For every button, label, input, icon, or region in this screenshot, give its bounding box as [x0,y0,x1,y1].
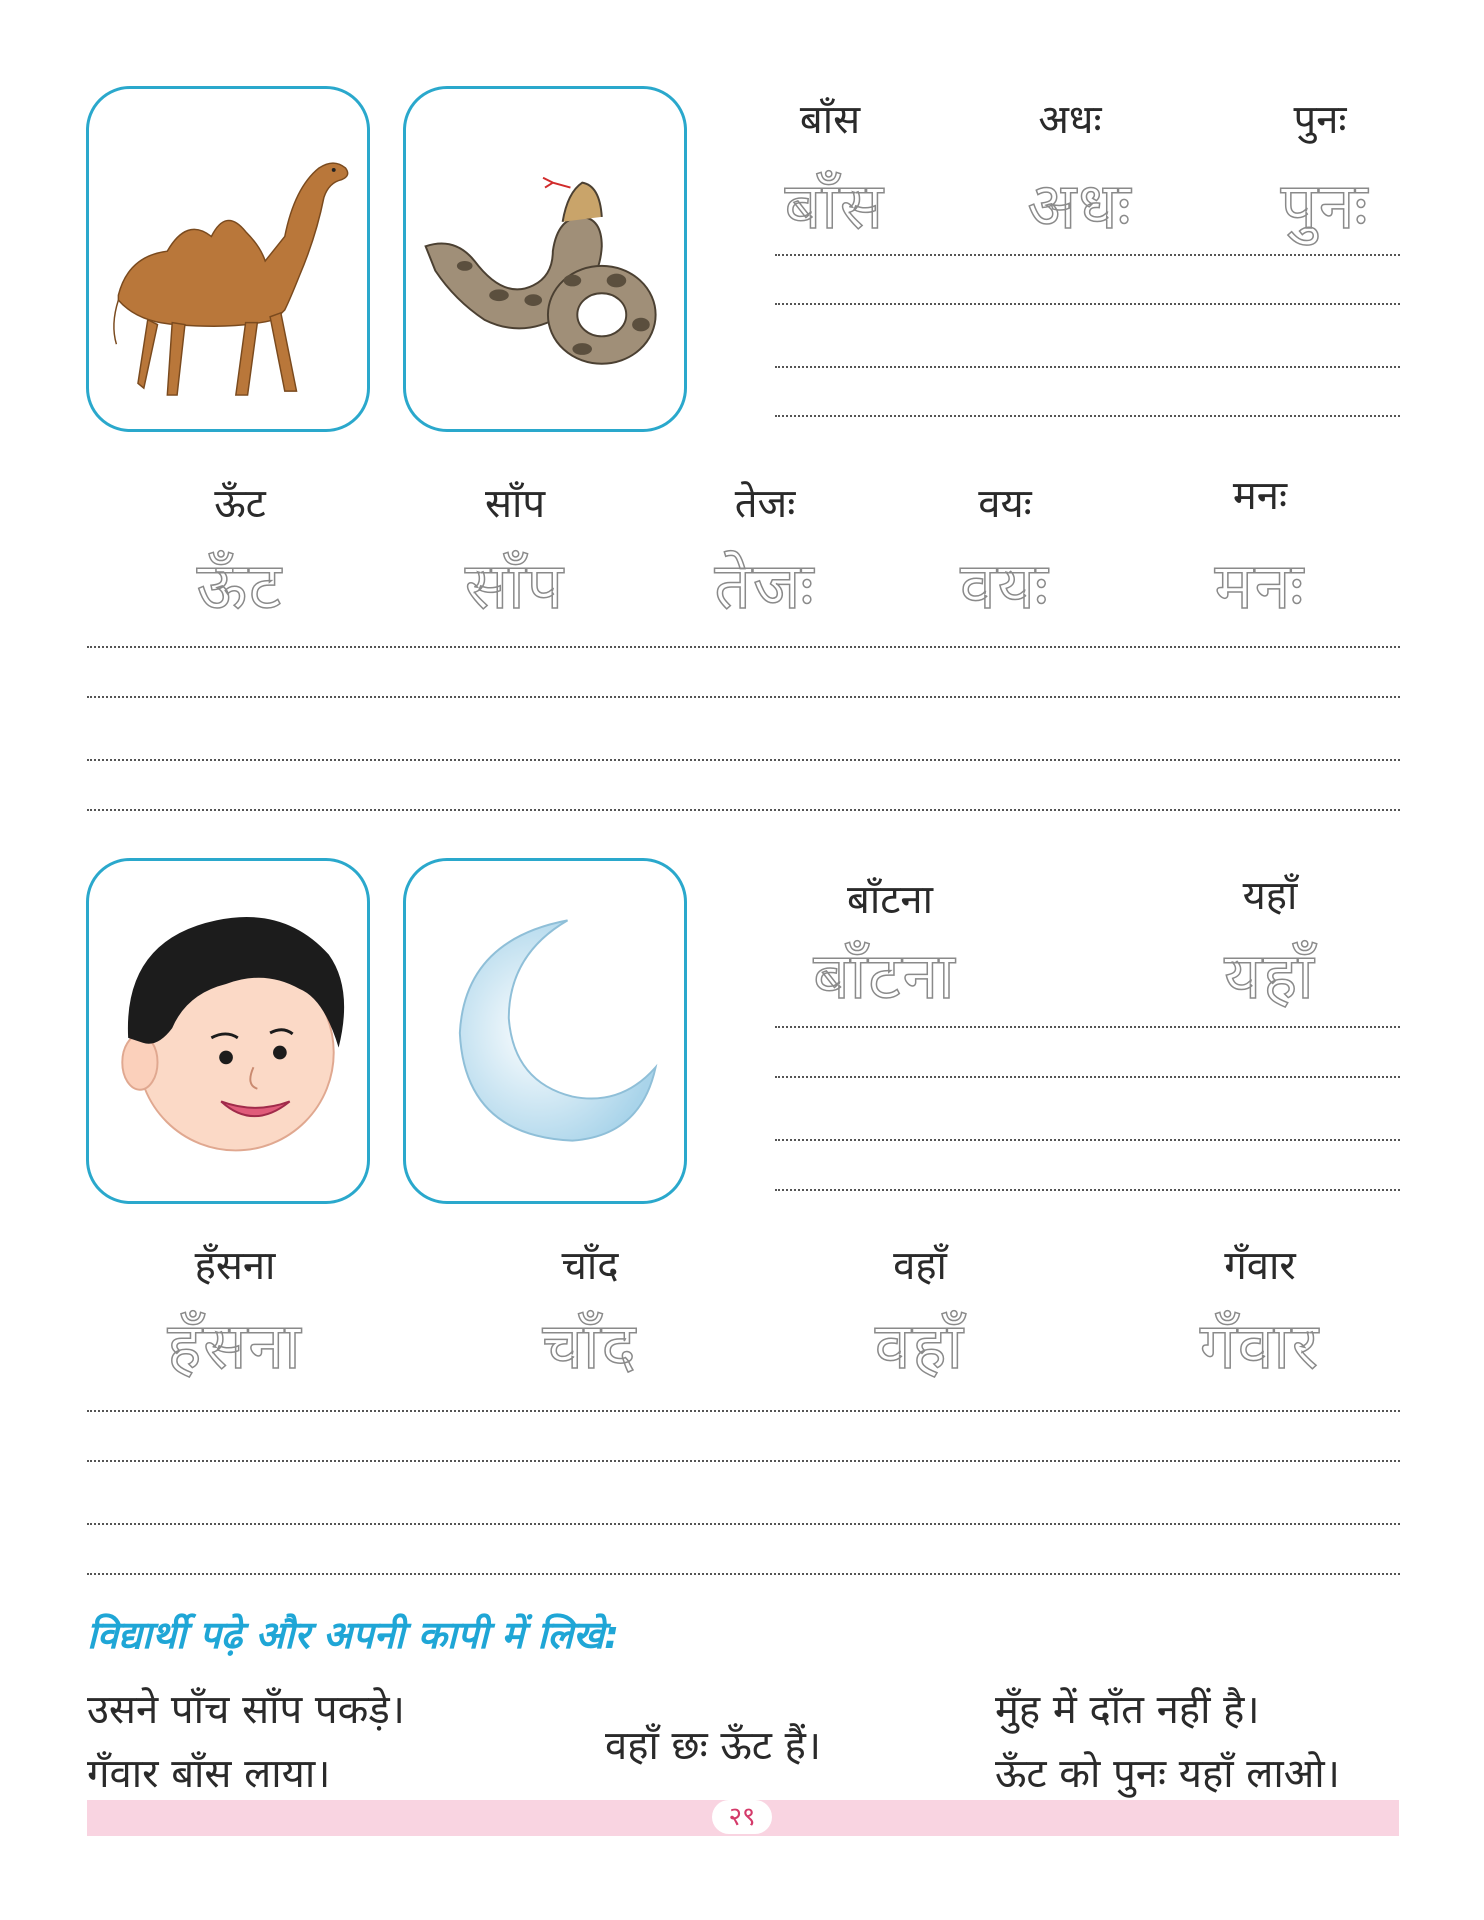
reading-heading: विद्यार्थी पढ़े और अपनी कापी में लिखे: [87,1613,620,1657]
sentence-right-2: ऊँट को पुनः यहाँ लाओ। [995,1751,1340,1797]
word-manah: मनः [1232,473,1288,519]
word-saanp: साँप [484,481,546,527]
crescent-moon-icon [406,861,684,1201]
word-punah: पुनः [1293,97,1347,143]
trace-vahaan: वहाँ [874,1310,966,1384]
trace-yahaan: यहाँ [1224,940,1316,1014]
word-chaand: चाँद [561,1243,619,1289]
writing-line[interactable] [775,303,1400,305]
writing-line[interactable] [87,1523,1400,1525]
trace-vayah: वयः [960,550,1050,624]
snake-icon [406,89,684,429]
writing-line[interactable] [775,366,1400,368]
word-ganvaar: गँवार [1224,1243,1296,1289]
writing-line[interactable] [87,1573,1400,1575]
trace-punah: पुनः [1280,170,1370,244]
trace-ganvaar: गँवार [1199,1310,1321,1384]
word-hansna: हँसना [194,1243,276,1289]
trace-bans: बाँस [784,170,886,244]
trace-tejah: तेजः [714,550,816,624]
writing-line[interactable] [775,1076,1400,1078]
sentence-right-1: मुँह में दाँत नहीं है। [995,1687,1260,1733]
trace-adhah: अधः [1027,170,1133,244]
word-oont: ऊँट [214,481,266,527]
word-baantna: बाँटना [847,877,933,923]
writing-line[interactable] [775,1026,1400,1028]
face-card [86,858,370,1204]
writing-line[interactable] [87,1460,1400,1462]
writing-line[interactable] [775,1139,1400,1141]
writing-line[interactable] [775,415,1400,417]
camel-icon [89,89,367,429]
writing-line[interactable] [87,646,1400,648]
writing-line[interactable] [775,1189,1400,1191]
trace-hansna: हँसना [167,1310,303,1384]
trace-chaand: चाँद [542,1310,638,1384]
writing-line[interactable] [87,809,1400,811]
writing-line[interactable] [775,254,1400,256]
sentence-middle: वहाँ छः ऊँट हैं। [605,1723,822,1769]
sentence-left-1: उसने पाँच साँप पकड़े। [87,1687,405,1733]
word-vahaan: वहाँ [893,1243,947,1289]
writing-line[interactable] [87,759,1400,761]
trace-oont: ऊँट [196,550,284,624]
page-number: २९ [712,1800,772,1834]
writing-line[interactable] [87,1410,1400,1412]
trace-manah: मनः [1214,550,1306,624]
word-adhah: अधः [1038,97,1102,143]
moon-card [403,858,687,1204]
camel-card [86,86,370,432]
word-tejah: तेजः [734,481,796,527]
trace-baantna: बाँटना [813,940,957,1014]
word-yahaan: यहाँ [1242,873,1298,919]
trace-saanp: साँप [464,550,566,624]
word-bans: बाँस [799,97,861,143]
snake-card [403,86,687,432]
sentence-left-2: गँवार बाँस लाया। [87,1751,331,1797]
boy-face-icon [89,861,367,1201]
writing-line[interactable] [87,696,1400,698]
word-vayah: वयः [978,481,1032,527]
